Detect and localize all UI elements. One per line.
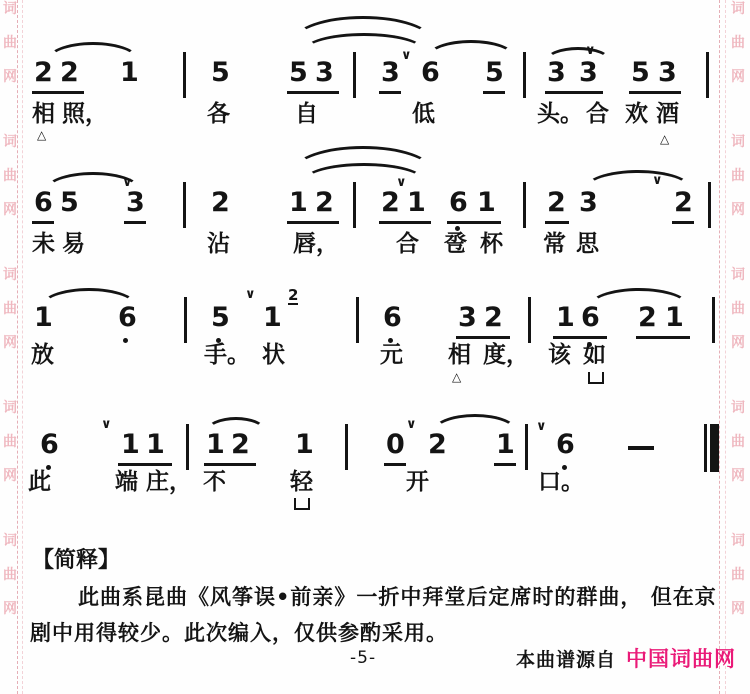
barline — [528, 297, 531, 343]
breath-mark: ∨ — [585, 43, 596, 58]
note: 1 — [34, 302, 53, 333]
barline — [184, 297, 187, 343]
note: 2 — [315, 187, 334, 218]
breath-mark: ∨ — [406, 417, 417, 432]
note: 3 — [579, 57, 598, 88]
note: 3 — [547, 57, 566, 88]
barline — [353, 52, 356, 98]
lyric: 未 — [32, 231, 55, 257]
note: 5 — [485, 57, 504, 88]
note: 1 — [556, 302, 575, 333]
note: 2 — [428, 429, 447, 460]
watermark-char: 词 — [731, 1, 745, 17]
note-underline — [494, 463, 516, 466]
barline — [706, 52, 709, 98]
note: 3 — [458, 302, 477, 333]
annotation-line-1: 此曲系昆曲《风筝误•前亲》一折中拜堂后定席时的群曲， 但在京 — [78, 585, 717, 609]
lyric: 欢 — [625, 101, 648, 127]
breath-mark: ∨ — [401, 48, 412, 63]
lyric: 相 — [448, 342, 471, 368]
lyric: 如 — [583, 342, 606, 368]
note-underline — [124, 221, 146, 224]
lyric: 思 — [576, 231, 599, 257]
note-underline — [204, 463, 256, 466]
note: 1 — [120, 57, 139, 88]
lyric: 口。 — [538, 469, 584, 495]
note: 1 — [665, 302, 684, 333]
note-underline — [629, 91, 681, 94]
lyric: 卺 — [444, 231, 467, 257]
note: 3 — [315, 57, 334, 88]
lyric: 庄， — [146, 469, 192, 495]
page-number: -5- — [350, 648, 377, 668]
barline — [708, 182, 711, 228]
note: 1 — [146, 429, 165, 460]
lyric: 此 — [28, 469, 51, 495]
note-underline — [553, 336, 607, 339]
watermark-char: 网 — [3, 335, 17, 351]
watermark-char: 词 — [731, 267, 745, 283]
lyric: 相 — [32, 101, 55, 127]
lyric: 不 — [203, 469, 226, 495]
watermark-char: 网 — [3, 202, 17, 218]
note: 1 — [407, 187, 426, 218]
note: 6 — [421, 57, 440, 88]
barline — [353, 182, 356, 228]
note: 0 — [386, 429, 405, 460]
lyric: 元 — [380, 342, 403, 368]
watermark-char: 网 — [3, 69, 17, 85]
watermark-char: 词 — [3, 1, 17, 17]
watermark-char: 曲 — [3, 434, 17, 450]
note-underline — [545, 91, 603, 94]
yan-mark — [294, 498, 310, 510]
note: 1 — [295, 429, 314, 460]
ban-mark: △ — [660, 132, 670, 146]
lyric: 合 — [396, 231, 419, 257]
watermark-char: 网 — [3, 468, 17, 484]
lyric: 度， — [483, 342, 529, 368]
breath-mark: ∨ — [245, 287, 256, 302]
note-underline — [32, 91, 84, 94]
watermark-char: 词 — [3, 267, 17, 283]
breath-mark: ∨ — [122, 175, 133, 190]
right-margin-dash-line-2 — [725, 0, 726, 694]
barline — [345, 424, 348, 470]
note: 6 — [581, 302, 600, 333]
watermark-char: 词 — [731, 400, 745, 416]
duration-dash — [628, 446, 654, 450]
watermark-char: 词 — [3, 134, 17, 150]
note-underline — [545, 221, 569, 224]
watermark-char: 曲 — [731, 301, 745, 317]
barline — [523, 52, 526, 98]
watermark-char: 网 — [731, 335, 745, 351]
breath-mark: ∨ — [536, 419, 547, 434]
watermark-char: 曲 — [3, 168, 17, 184]
breath-mark: ∨ — [396, 175, 407, 190]
note-underline — [118, 463, 172, 466]
watermark-char: 词 — [3, 400, 17, 416]
note: 2 — [638, 302, 657, 333]
watermark-char: 网 — [3, 601, 17, 617]
lyric: 易 — [62, 231, 85, 257]
note: 2 — [381, 187, 400, 218]
note: 3 — [658, 57, 677, 88]
note: 5 — [60, 187, 79, 218]
right-margin-dash-line — [719, 0, 720, 694]
note: 2 — [34, 57, 53, 88]
note: 6 — [556, 429, 575, 460]
lyric: 酒 — [656, 101, 679, 127]
watermark-column-left — [3, 0, 19, 694]
note: 2 — [60, 57, 79, 88]
watermark-char: 网 — [731, 202, 745, 218]
lyric: 状 — [262, 342, 285, 368]
note: 2 — [484, 302, 503, 333]
note: 5 — [631, 57, 650, 88]
watermark-char: 网 — [731, 69, 745, 85]
lyric: 轻 — [290, 469, 313, 495]
note: 5 — [211, 302, 230, 333]
note: 5 — [289, 57, 308, 88]
watermark-char: 网 — [731, 601, 745, 617]
note-underline — [379, 221, 431, 224]
lyric: 开 — [406, 469, 429, 495]
note-underline — [483, 91, 505, 94]
note: 5 — [211, 57, 230, 88]
lyric: 自 — [295, 101, 318, 127]
ban-mark: △ — [37, 128, 47, 142]
watermark-char: 词 — [3, 533, 17, 549]
note: 6 — [118, 302, 137, 333]
barline — [523, 182, 526, 228]
lyric: 放 — [31, 342, 54, 368]
note: 2 — [547, 187, 566, 218]
note: 1 — [263, 302, 282, 333]
lyric: 低 — [412, 101, 435, 127]
lyric: 杯 — [480, 231, 503, 257]
watermark-char: 曲 — [731, 168, 745, 184]
lyric: 合 — [586, 101, 609, 127]
lyric: 端 — [115, 469, 138, 495]
note-underline — [672, 221, 694, 224]
note-underline — [379, 91, 401, 94]
note-underline — [636, 336, 690, 339]
annotation-line-2: 剧中用得较少。此次编入，仅供参酌采用。 — [30, 621, 448, 645]
watermark-char: 曲 — [731, 434, 745, 450]
barline — [525, 424, 528, 470]
watermark-char: 曲 — [3, 567, 17, 583]
lyric: 沾 — [207, 231, 230, 257]
lyric: 常 — [543, 231, 566, 257]
breath-mark: ∨ — [652, 173, 663, 188]
note: 2 — [674, 187, 693, 218]
barline — [710, 424, 719, 472]
note: 1 — [206, 429, 225, 460]
breath-mark: ∨ — [101, 417, 112, 432]
barline — [186, 424, 189, 470]
note: 3 — [381, 57, 400, 88]
note: 6 — [383, 302, 402, 333]
ban-mark: △ — [452, 370, 462, 384]
barline — [356, 297, 359, 343]
note-underline — [32, 221, 54, 224]
watermark-char: 曲 — [3, 35, 17, 51]
note-underline — [456, 336, 510, 339]
note: 1 — [496, 429, 515, 460]
note-underline — [384, 463, 406, 466]
note: 6 — [40, 429, 59, 460]
watermark-column-right — [731, 0, 747, 694]
note: 1 — [289, 187, 308, 218]
watermark-char: 曲 — [3, 301, 17, 317]
barline — [704, 424, 707, 472]
note: 2 — [211, 187, 230, 218]
barline — [183, 182, 186, 228]
note: 6 — [34, 187, 53, 218]
barline — [712, 297, 715, 343]
lyric: 各 — [207, 101, 230, 127]
octave-dot — [123, 338, 128, 343]
note: 1 — [477, 187, 496, 218]
note-underline — [447, 221, 501, 224]
lyric: 照， — [62, 101, 108, 127]
note-underline — [287, 91, 339, 94]
watermark-char: 词 — [731, 533, 745, 549]
source-label: 本曲谱源自 — [516, 649, 617, 671]
note: 2 — [231, 429, 250, 460]
note-underline — [287, 221, 339, 224]
lyric: 唇， — [293, 231, 339, 257]
lyric: 手。 — [204, 342, 250, 368]
barline — [183, 52, 186, 98]
lyric: 该 — [548, 342, 571, 368]
note: 6 — [449, 187, 468, 218]
note: 1 — [121, 429, 140, 460]
yan-mark — [588, 372, 604, 384]
watermark-char: 词 — [731, 134, 745, 150]
note: 3 — [579, 187, 598, 218]
grace-note: 2 — [288, 286, 299, 304]
brand-name: 中国词曲网 — [626, 647, 736, 671]
left-margin-dash-line-2 — [22, 0, 23, 694]
watermark-char: 曲 — [731, 567, 745, 583]
watermark-char: 网 — [731, 468, 745, 484]
lyric: 头。 — [537, 101, 583, 127]
annotation-title: 【简释】 — [32, 548, 121, 573]
watermark-char: 曲 — [731, 35, 745, 51]
note: 3 — [126, 187, 145, 218]
